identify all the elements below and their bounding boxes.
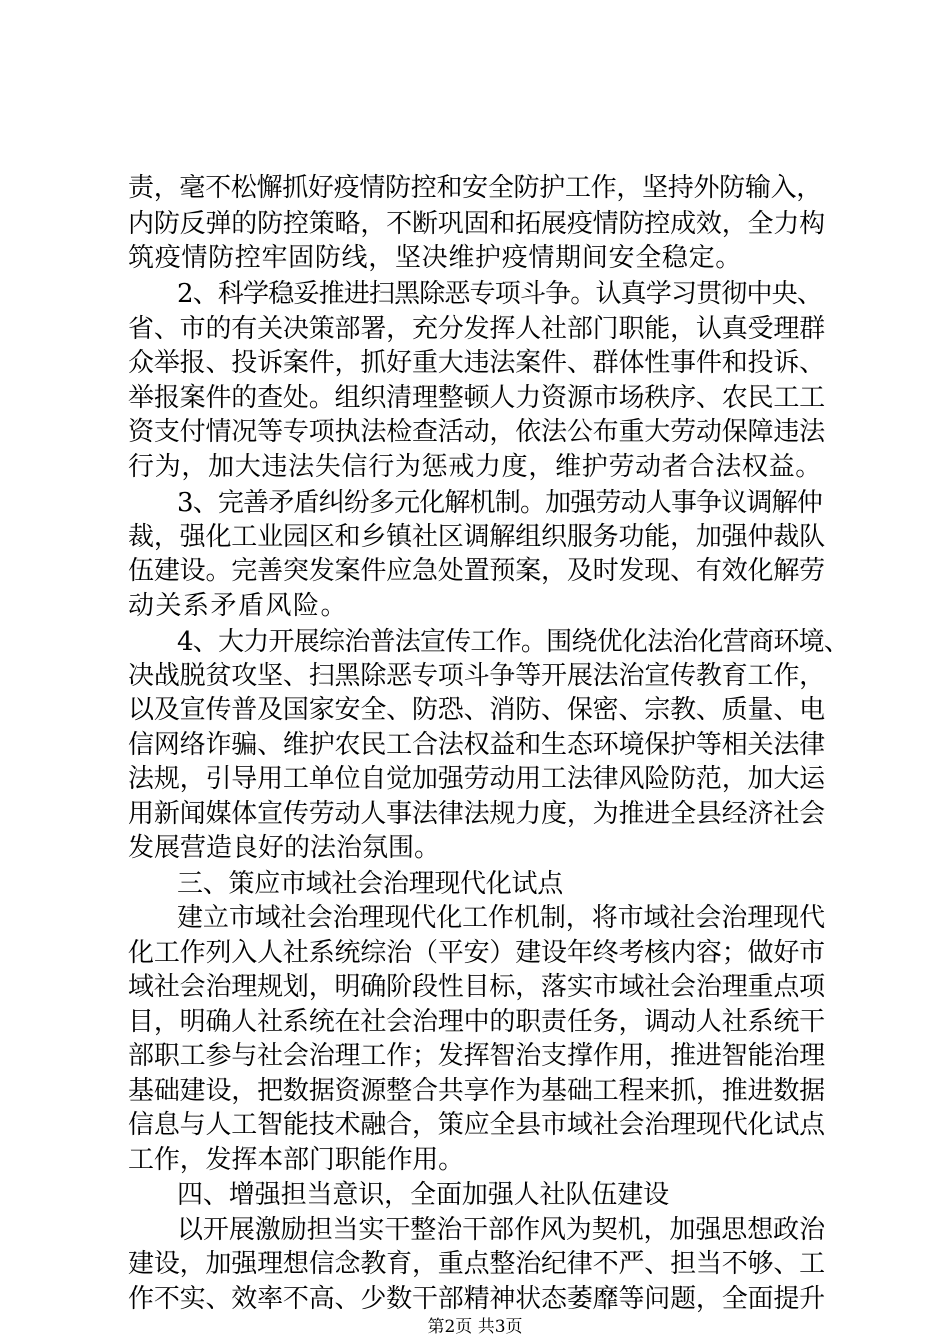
text-line: 行为，加大违法失信行为惩戒力度，维护劳动者合法权益。 — [128, 452, 822, 482]
text-line: 化工作列入人社系统综治（平安）建设年终考核内容；做好市 — [128, 938, 825, 968]
text-line: 发展营造良好的法治氛围。 — [128, 833, 440, 863]
text-line: 基础建设，把数据资源整合共享作为基础工程来抓，推进数据 — [128, 1076, 825, 1106]
text-line: 举报案件的查处。组织清理整顿人力资源市场秩序、农民工工 — [128, 383, 825, 413]
text-line: 4、大力开展综治普法宣传工作。围绕优化法治化营商环境、 — [177, 627, 849, 657]
text-line: 信网络诈骗、维护农民工合法权益和生态环境保护等相关法律 — [128, 730, 825, 760]
text-line: 裁，强化工业园区和乡镇社区调解组织服务功能，加强仲裁队 — [128, 522, 825, 552]
text-line: 以及宣传普及国家安全、防恐、消防、保密、宗教、质量、电 — [128, 695, 825, 725]
text-line: 信息与人工智能技术融合，策应全县市域社会治理现代化试点 — [128, 1110, 825, 1140]
text-line: 建立市域社会治理现代化工作机制，将市域社会治理现代 — [177, 903, 825, 933]
section-heading: 四、增强担当意识，全面加强人社队伍建设 — [177, 1180, 669, 1210]
text-line: 作不实、效率不高、少数干部精神状态萎靡等问题，全面提升 — [128, 1284, 825, 1314]
text-line: 省、市的有关决策部署，充分发挥人社部门职能，认真受理群 — [128, 314, 825, 344]
page-number: 第2页 共3页 — [427, 1317, 523, 1337]
text-line: 动关系矛盾风险。 — [128, 591, 348, 621]
text-line: 资支付情况等专项执法检查活动，依法公布重大劳动保障违法 — [128, 417, 825, 447]
text-line: 目，明确人社系统在社会治理中的职责任务，调动人社系统干 — [128, 1007, 825, 1037]
text-line: 伍建设。完善突发案件应急处置预案，及时发现、有效化解劳 — [128, 556, 825, 586]
text-line: 决战脱贫攻坚、扫黑除恶专项斗争等开展法治宣传教育工作， — [128, 661, 825, 691]
text-line: 3、完善矛盾纠纷多元化解机制。加强劳动人事争议调解仲 — [177, 488, 822, 518]
text-line: 法规，引导用工单位自觉加强劳动用工法律风险防范，加大运 — [128, 764, 825, 794]
text-line: 以开展激励担当实干整治干部作风为契机，加强思想政治 — [177, 1215, 825, 1245]
text-line: 2、科学稳妥推进扫黑除恶专项斗争。认真学习贯彻中央、 — [177, 279, 822, 309]
text-line: 众举报、投诉案件，抓好重大违法案件、群体性事件和投诉、 — [128, 348, 825, 378]
text-line: 责，毫不松懈抓好疫情防控和安全防护工作，坚持外防输入， — [128, 173, 822, 203]
text-line: 域社会治理规划，明确阶段性目标，落实市域社会治理重点项 — [128, 972, 825, 1002]
text-line: 建设，加强理想信念教育，重点整治纪律不严、担当不够、工 — [128, 1249, 825, 1279]
text-line: 部职工参与社会治理工作；发挥智治支撑作用，推进智能治理 — [128, 1041, 825, 1071]
text-line: 筑疫情防控牢固防线，坚决维护疫情期间安全稳定。 — [128, 243, 742, 273]
text-line: 工作，发挥本部门职能作用。 — [128, 1145, 464, 1175]
section-heading: 三、策应市域社会治理现代化试点 — [177, 869, 563, 899]
text-line: 用新闻媒体宣传劳动人事法律法规力度，为推进全县经济社会 — [128, 799, 825, 829]
text-line: 内防反弹的防控策略，不断巩固和拓展疫情防控成效，全力构 — [128, 209, 825, 239]
